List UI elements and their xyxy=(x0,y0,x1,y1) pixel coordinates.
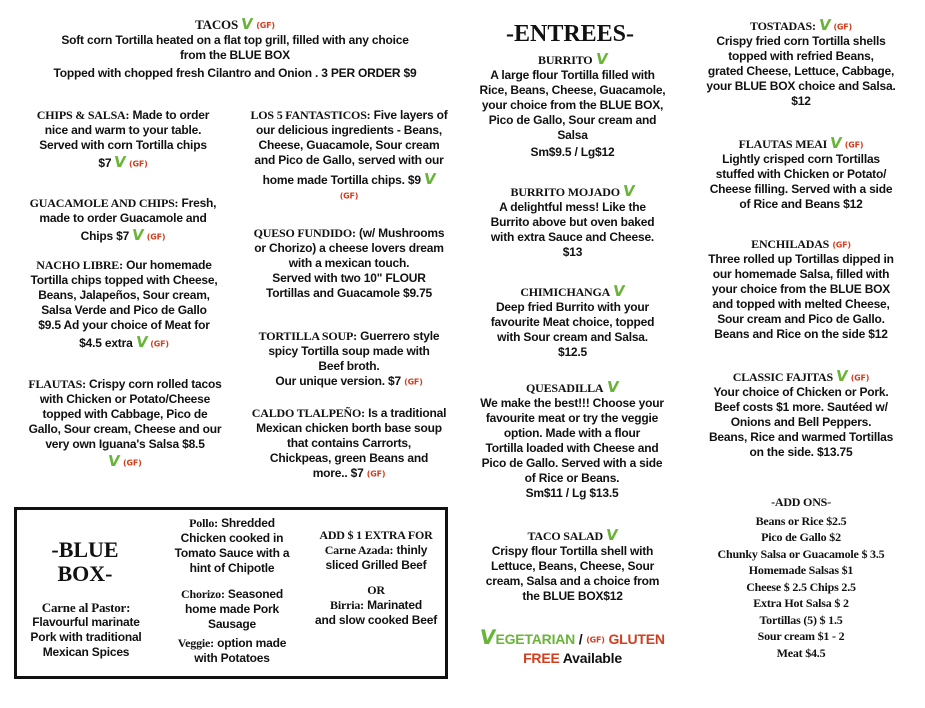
pastor-line: Flavourful marinate xyxy=(32,615,140,629)
vegetarian-icon: V xyxy=(621,182,636,200)
blue-box-pollo xyxy=(167,516,297,576)
quesadilla-line: option. Made with a flour xyxy=(503,426,641,440)
quesadilla-line: Pico de Gallo. Served with a side xyxy=(481,456,663,470)
gluten-free-icon: (GF) xyxy=(850,373,870,383)
enchiladas-line: and topped with melted Cheese, xyxy=(712,297,890,312)
gluten-free-icon: (GF) xyxy=(833,22,853,32)
tostadas-line: topped with refried Beans, xyxy=(728,49,874,64)
fajitas-line: on the side. $13.75 xyxy=(749,445,853,460)
queso-line: Served with two 10" FLOUR xyxy=(272,271,426,285)
birria-line: Marinated xyxy=(367,598,422,612)
add-ons-section xyxy=(692,494,910,661)
fantasticos-section xyxy=(243,108,455,203)
burrito-mojado-section xyxy=(470,184,675,260)
blue-box-extra xyxy=(307,528,445,628)
caldo-title: CALDO TLALPEÑO: xyxy=(251,406,365,420)
guacamole-line: Chips $7 xyxy=(80,229,130,243)
flautas-line: Gallo, Sour cream, Cheese and our xyxy=(28,422,222,436)
burrito-section xyxy=(470,52,675,160)
gluten-free-icon: (GF) xyxy=(366,469,386,479)
tacos-line: Soft corn Tortilla heated on a flat top grill, filled with any choice xyxy=(61,33,409,48)
chimi-line: Deep fried Burrito with your xyxy=(495,300,650,314)
chips-salsa-title: CHIPS & SALSA: xyxy=(36,108,130,122)
chimi-price: $12.5 xyxy=(557,345,588,359)
gluten-free-icon: (GF) xyxy=(339,191,359,201)
add-on-item: Homemade Salsas $1 xyxy=(748,563,854,577)
gluten-free-icon: (GF) xyxy=(150,339,169,349)
quesadilla-line: Tortilla loaded with Cheese and xyxy=(485,441,659,455)
chips-salsa-line: Served with corn Tortilla chips xyxy=(39,138,207,152)
add-on-item: Pico de Gallo $2 xyxy=(761,530,841,544)
mojado-line: Burrito above but oven baked xyxy=(490,215,655,229)
taco-salad-line: the BLUE BOX$12 xyxy=(522,589,623,603)
pollo-line: hint of Chipotle xyxy=(189,561,275,575)
nacho-line: $4.5 extra xyxy=(79,336,133,350)
fajitas-line: Onions and Bell Peppers. xyxy=(730,415,872,430)
quesadilla-section xyxy=(466,380,678,501)
tortilla-soup-section xyxy=(243,329,455,389)
nacho-line: Beans, Jalapeños, Sour cream, xyxy=(38,288,210,302)
soup-line: Beef broth. xyxy=(318,359,380,373)
flautas-meai-line: stuffed with Chicken or Potato/ xyxy=(715,167,887,182)
flautas-line: Crispy corn rolled tacos xyxy=(89,377,222,391)
enchiladas-line: Three rolled up Tortillas dipped in xyxy=(708,252,894,267)
fajitas-title: CLASSIC FAJITAS xyxy=(732,370,833,384)
caldo-line: Mexican chicken borth base soup xyxy=(256,421,442,435)
caldo-line: more.. $7 xyxy=(312,466,364,480)
fantasticos-title: LOS 5 FANTASTICOS: xyxy=(250,108,371,122)
pastor-title: Carne al Pastor: xyxy=(41,600,131,615)
mojado-price: $13 xyxy=(562,245,583,259)
soup-title: TORTILLA SOUP: xyxy=(258,329,357,343)
taco-salad-line: cream, Salsa and a choice from xyxy=(485,574,660,588)
quesadilla-line: We make the best!!! Choose your xyxy=(480,396,664,410)
add-on-item: Meat $4.5 xyxy=(776,645,826,660)
add-on-item: Tortillas (5) $ 1.5 xyxy=(759,612,843,627)
quesadilla-line: favourite meat or try the veggie xyxy=(485,411,659,425)
quesadilla-price: Sm$11 / Lg $13.5 xyxy=(525,486,619,500)
add-ons-title: -ADD ONS- xyxy=(771,495,831,509)
chimi-line: with Sour cream and Salsa. xyxy=(497,330,648,344)
flautas-line: with Chicken or Potato/Cheese xyxy=(39,392,211,406)
gluten-free-icon: (GF) xyxy=(586,635,605,645)
enchiladas-line: our homemade Salsa, filled with xyxy=(712,267,890,282)
enchiladas-line: Sour cream and Pico de Gallo. xyxy=(717,312,885,327)
chimichanga-section xyxy=(470,284,675,360)
enchiladas-title: ENCHILADAS xyxy=(751,237,830,251)
chimi-title: CHIMICHANGA xyxy=(520,285,611,299)
blue-box-pastor xyxy=(21,600,151,660)
flautas-line: topped with Cabbage, Pico de xyxy=(42,407,208,421)
legend-free: FREE xyxy=(523,650,560,667)
fantasticos-line: Five layers of xyxy=(373,108,448,122)
caldo-tlalpeno-section xyxy=(243,406,455,481)
pollo-line: Chicken cooked in xyxy=(180,531,284,545)
asada-title: Carne Azada: xyxy=(324,543,394,557)
taco-salad-section xyxy=(470,528,675,604)
add-on-item: Chunky Salsa or Guacamole $ 3.5 xyxy=(717,546,885,561)
pollo-line: Tomato Sauce with a xyxy=(174,546,290,560)
legend-vegetarian: EGETARIAN xyxy=(495,631,576,647)
soup-line: Our unique version. $7 xyxy=(275,374,401,388)
taco-salad-line: Lettuce, Beans, Cheese, Sour xyxy=(490,559,655,573)
flautas-meai-line: Cheese filling. Served with a side xyxy=(709,182,893,197)
mojado-line: A delightful mess! Like the xyxy=(499,200,646,214)
tacos-title: TACOS xyxy=(195,17,238,32)
vegetarian-icon: V xyxy=(422,170,437,188)
guacamole-line: made to order Guacamole and xyxy=(39,211,207,225)
blue-box xyxy=(14,507,448,679)
burrito-line: your choice from the BLUE BOX, xyxy=(481,98,664,112)
gluten-free-icon: (GF) xyxy=(844,140,864,150)
veggie-title: Veggie: xyxy=(177,636,214,650)
fajitas-line: Beans, Rice and warmed Tortillas xyxy=(708,430,894,445)
veggie-line: option made xyxy=(217,636,287,650)
vegetarian-icon: V xyxy=(134,333,149,351)
blue-box-title: -BLUE BOX- xyxy=(51,537,119,586)
vegetarian-icon: V xyxy=(605,378,620,396)
fantasticos-line: our delicious ingredients - Beans, xyxy=(256,123,442,137)
pastor-line: Mexican Spices xyxy=(42,645,130,659)
flautas-section xyxy=(14,377,236,470)
blue-box-veggie xyxy=(167,636,297,666)
burrito-line: A large flour Tortilla filled with xyxy=(490,68,655,82)
vegetarian-icon: V xyxy=(612,282,627,300)
legend-gluten: GLUTEN xyxy=(608,631,665,647)
burrito-line: Rice, Beans, Cheese, Guacamole, xyxy=(479,83,666,97)
vegetarian-icon: V xyxy=(834,367,849,385)
chimi-line: favourite Meat choice, topped xyxy=(490,315,655,329)
nacho-line: $9.5 Ad your choice of Meat for xyxy=(38,318,210,332)
or-label: OR xyxy=(367,583,385,597)
vegetarian-icon: V xyxy=(107,452,122,470)
chorizo-line: Sausage xyxy=(208,617,256,631)
quesadilla-title: QUESADILLA xyxy=(526,381,604,395)
extra-label: ADD $ 1 EXTRA FOR xyxy=(319,528,433,542)
queso-line: or Chorizo) a cheese lovers dream xyxy=(254,241,444,255)
tostadas-price: $12 xyxy=(791,94,811,109)
queso-line: Tortillas and Guacamole $9.75 xyxy=(265,286,433,300)
entrees-heading: -ENTREES- xyxy=(505,21,635,47)
pollo-line: Shredded xyxy=(221,516,275,530)
tostadas-title: TOSTADAS: xyxy=(749,19,816,33)
add-on-item: Extra Hot Salsa $ 2 xyxy=(753,596,849,610)
tacos-line: Topped with chopped fresh Cilantro and Onion . 3 PER ORDER $9 xyxy=(53,66,417,81)
chips-salsa-line: Made to order xyxy=(132,108,210,122)
caldo-line: Is a traditional xyxy=(368,406,447,420)
fantasticos-line: home made Tortilla chips. $9 xyxy=(262,173,421,187)
burrito-title: BURRITO xyxy=(538,53,593,67)
burrito-line: Salsa xyxy=(557,128,588,142)
caldo-line: that contains Carrorts, xyxy=(286,436,412,450)
taco-salad-line: Crispy flour Tortilla shell with xyxy=(491,544,654,558)
quesadilla-line: of Rice or Beans. xyxy=(524,471,620,485)
legend-available: Available xyxy=(562,650,622,667)
enchiladas-section xyxy=(692,237,910,342)
chorizo-line: home made Pork xyxy=(185,602,279,616)
gluten-free-icon: (GF) xyxy=(832,240,851,250)
flautas-meai-line: of Rice and Beans $12 xyxy=(739,197,863,212)
mojado-title: BURRITO MOJADO xyxy=(510,185,620,199)
tacos-line: from the BLUE BOX xyxy=(180,48,290,63)
vegetarian-icon: V xyxy=(594,50,609,68)
vegetarian-icon: V xyxy=(829,134,843,152)
chorizo-title: Chorizo: xyxy=(181,587,225,601)
soup-line: Guerrero style xyxy=(360,329,440,343)
guacamole-title: GUACAMOLE AND CHIPS: xyxy=(29,196,179,210)
vegetarian-icon: V xyxy=(478,625,498,649)
flautas-meai-title: FLAUTAS MEAI xyxy=(738,137,828,151)
flautas-meai-section xyxy=(692,136,910,212)
legend-slash: / xyxy=(578,631,583,647)
birria-line: and slow cooked Beef xyxy=(314,613,438,627)
fantasticos-line: and Pico de Gallo, served with our xyxy=(254,153,444,167)
add-on-item: Sour cream $1 - 2 xyxy=(757,629,845,643)
chorizo-line: Seasoned xyxy=(227,587,283,601)
tostadas-line: Crispy fried corn Tortilla shells xyxy=(716,34,886,49)
pollo-title: Pollo: xyxy=(189,516,218,530)
tostadas-section xyxy=(692,18,910,109)
asada-line: sliced Grilled Beef xyxy=(325,558,427,572)
burrito-line: Pico de Gallo, Sour cream and xyxy=(488,113,657,127)
vegetarian-icon: V xyxy=(604,526,619,544)
guacamole-line: Fresh, xyxy=(181,196,217,210)
flautas-line: very own Iguana's Salsa $8.5 xyxy=(45,437,205,451)
chips-salsa-line: nice and warm to your table. xyxy=(44,123,202,137)
queso-fundido-section xyxy=(243,226,455,301)
caldo-line: Chickpeas, green Beans and xyxy=(269,451,429,465)
taco-salad-title: TACO SALAD xyxy=(527,529,603,543)
vegetarian-icon: V xyxy=(817,16,832,34)
add-on-item: Cheese $ 2.5 Chips 2.5 xyxy=(746,579,856,594)
nacho-line: Our homemade xyxy=(126,258,212,272)
tacos-section xyxy=(20,17,450,81)
chips-salsa-price: $7 xyxy=(98,156,112,170)
tostadas-line: your BLUE BOX choice and Salsa. xyxy=(706,79,896,94)
birria-title: Birria: xyxy=(330,598,364,612)
flautas-title: FLAUTAS: xyxy=(28,377,86,391)
pastor-line: Pork with traditional xyxy=(30,630,142,644)
gluten-free-icon: (GF) xyxy=(404,377,423,387)
add-on-item: Beans or Rice $2.5 xyxy=(755,513,847,528)
enchiladas-line: Beans and Rice on the side $12 xyxy=(714,327,888,342)
fajitas-section xyxy=(692,369,910,460)
queso-line: (w/ Mushrooms xyxy=(358,226,445,240)
dietary-legend xyxy=(470,625,675,667)
gluten-free-icon: (GF) xyxy=(146,232,166,242)
nacho-line: Tortilla chips topped with Cheese, xyxy=(30,273,218,287)
veggie-line: with Potatoes xyxy=(194,651,270,665)
gluten-free-icon: (GF) xyxy=(123,458,142,468)
asada-line: thinly xyxy=(396,543,428,557)
nacho-title: NACHO LIBRE: xyxy=(36,258,123,272)
blue-box-chorizo xyxy=(167,587,297,632)
nacho-line: Salsa Verde and Pico de Gallo xyxy=(41,303,207,317)
flautas-meai-line: Lightly crisped corn Tortillas xyxy=(722,152,880,167)
fajitas-line: Beef costs $1 more. Sautéed w/ xyxy=(714,400,888,415)
guacamole-section xyxy=(18,196,228,244)
enchiladas-line: your choice from the BLUE BOX xyxy=(711,282,891,297)
gluten-free-icon: (GF) xyxy=(256,21,275,31)
vegetarian-icon: V xyxy=(113,153,128,171)
queso-title: QUESO FUNDIDO: xyxy=(253,226,356,240)
vegetarian-icon: V xyxy=(240,15,255,33)
fajitas-line: Your choice of Chicken or Pork. xyxy=(713,385,889,400)
gluten-free-icon: (GF) xyxy=(129,159,148,169)
queso-line: with a mexican touch. xyxy=(288,256,410,270)
fantasticos-line: Cheese, Guacamole, Sour cream xyxy=(258,138,440,152)
chips-salsa-section xyxy=(18,108,228,171)
burrito-price: Sm$9.5 / Lg$12 xyxy=(530,145,615,159)
soup-line: spicy Tortilla soup made with xyxy=(268,344,430,358)
vegetarian-icon: V xyxy=(131,226,145,244)
mojado-line: with extra Sauce and Cheese. xyxy=(490,230,655,244)
nacho-libre-section xyxy=(14,258,234,351)
tostadas-line: grated Cheese, Lettuce, Cabbage, xyxy=(707,64,895,79)
